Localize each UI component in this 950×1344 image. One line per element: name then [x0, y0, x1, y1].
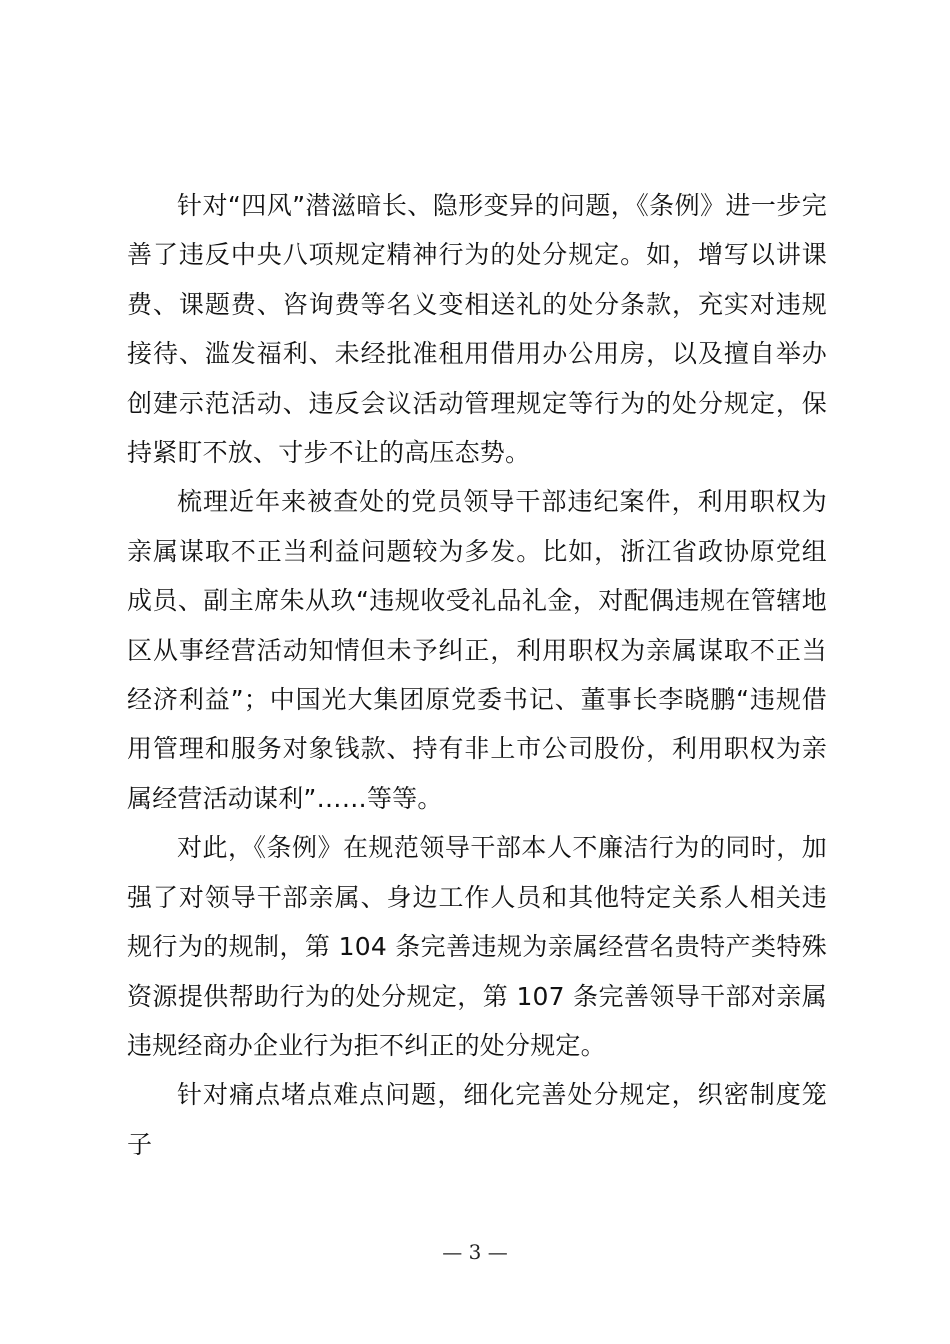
paragraph-2: 梳理近年来被查处的党员领导干部违纪案件，利用职权为亲属谋取不正当利益问题较为多发。比如，浙江省政协原党组成员、副主席朱从玖“违规收受礼品礼金，对配偶违规在管辖地区从事经营活动知情但未予纠正，利用职权为亲属谋取不正当经济利益”；中国光大集团原党委书记、董事长李晓鹏“违规借用管理和服务对象钱款、持有非上市公司股份，利用职权为亲属经营活动谋利”……等等。	[127, 487, 827, 813]
paragraph-1: 针对“四风”潜滋暗长、隐形变异的问题，《条例》进一步完善了违反中央八项规定精神行为的处分规定。如，增写以讲课费、课题费、咨询费等名义变相送礼的处分条款，充实对违规接待、滥发福利、未经批准租用借用办公用房，以及擅自举办创建示范活动、违反会议活动管理规定等行为的处分规定，保持紧盯不放、寸步不让的高压态势。	[127, 191, 827, 468]
page-number: — 3 —	[442, 1240, 508, 1264]
paragraph-3: 对此，《条例》在规范领导干部本人不廉洁行为的同时，加强了对领导干部亲属、身边工作人员和其他特定关系人相关违规行为的规制，第 104 条完善违规为亲属经营名贵特产类特殊资源提供帮助行为的处分规定，第 107 条完善领导干部对亲属违规经商办企业行为拒不纠正的处分规定。	[127, 833, 827, 1060]
paragraph-4: 针对痛点堵点难点问题，细化完善处分规定，织密制度笼子	[127, 1080, 827, 1159]
document-body	[127, 181, 827, 1169]
